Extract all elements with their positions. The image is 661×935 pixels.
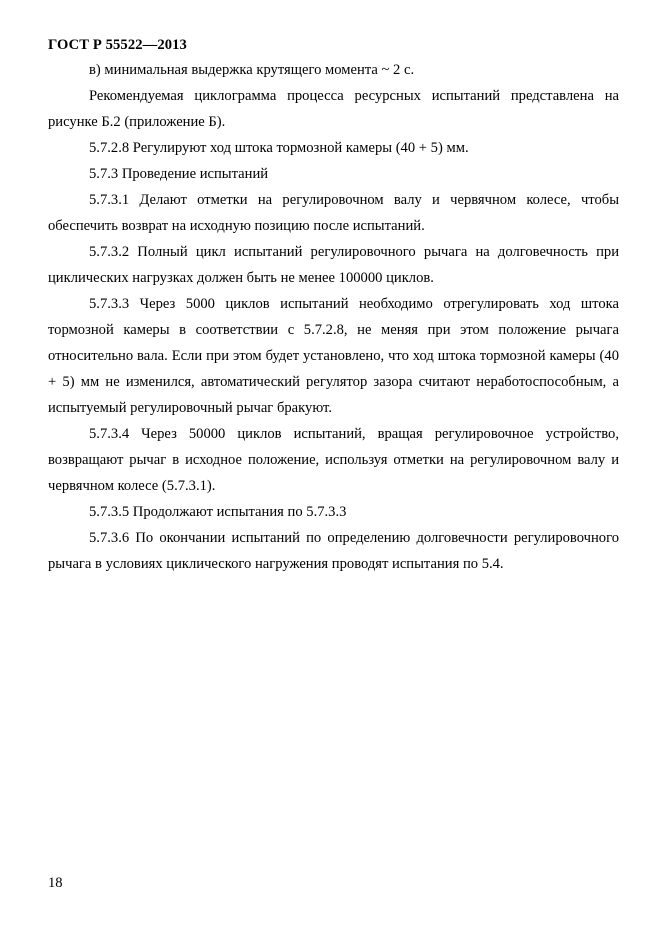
- paragraph-5-7-3-2: 5.7.3.2 Полный цикл испытаний регулировочного рычага на долговечность при циклических нагрузках должен быть не менее 100000 циклов.: [48, 244, 619, 286]
- section-heading-5-7-3: 5.7.3 Проведение испытаний: [89, 166, 269, 182]
- page-number: 18: [48, 875, 63, 891]
- paragraph-recommended-cyclogram: Рекомендуемая циклограмма процесса ресурсных испытаний представлена на рисунке Б.2 (приложение Б).: [48, 88, 619, 130]
- document-header: ГОСТ Р 55522—2013: [48, 37, 187, 53]
- paragraph-5-7-3-6: 5.7.3.6 По окончании испытаний по определению долговечности регулировочного рычага в условиях циклического нагружения проводят испытания по 5.4.: [48, 530, 619, 572]
- paragraph-5-7-3-5: 5.7.3.5 Продолжают испытания по 5.7.3.3: [89, 504, 347, 520]
- paragraph-min-torque-hold: в) минимальная выдержка крутящего момента ~ 2 с.: [89, 62, 415, 78]
- paragraph-5-7-2-8: 5.7.2.8 Регулируют ход штока тормозной камеры (40 + 5) мм.: [89, 140, 469, 156]
- paragraph-5-7-3-4: 5.7.3.4 Через 50000 циклов испытаний, вращая регулировочное устройство, возвращают рычаг в исходное положение, используя отметки на регулировочном валу и червячном колесе (5.7.3.1).: [48, 426, 619, 494]
- paragraph-5-7-3-3: 5.7.3.3 Через 5000 циклов испытаний необходимо отрегулировать ход штока тормозной камеры в соответствии с 5.7.2.8, не меняя при этом положение рычага относительно вала. Если при этом будет установлено, что ход штока тормозной камеры (40 + 5) мм не изменился, автоматический регулятор зазора считают неработоспособным, а испытуемый регулировочный рычаг бракуют.: [48, 296, 619, 416]
- paragraph-5-7-3-1: 5.7.3.1 Делают отметки на регулировочном валу и червячном колесе, чтобы обеспечить возврат на исходную позицию после испытаний.: [48, 192, 619, 234]
- document-body: [48, 57, 619, 577]
